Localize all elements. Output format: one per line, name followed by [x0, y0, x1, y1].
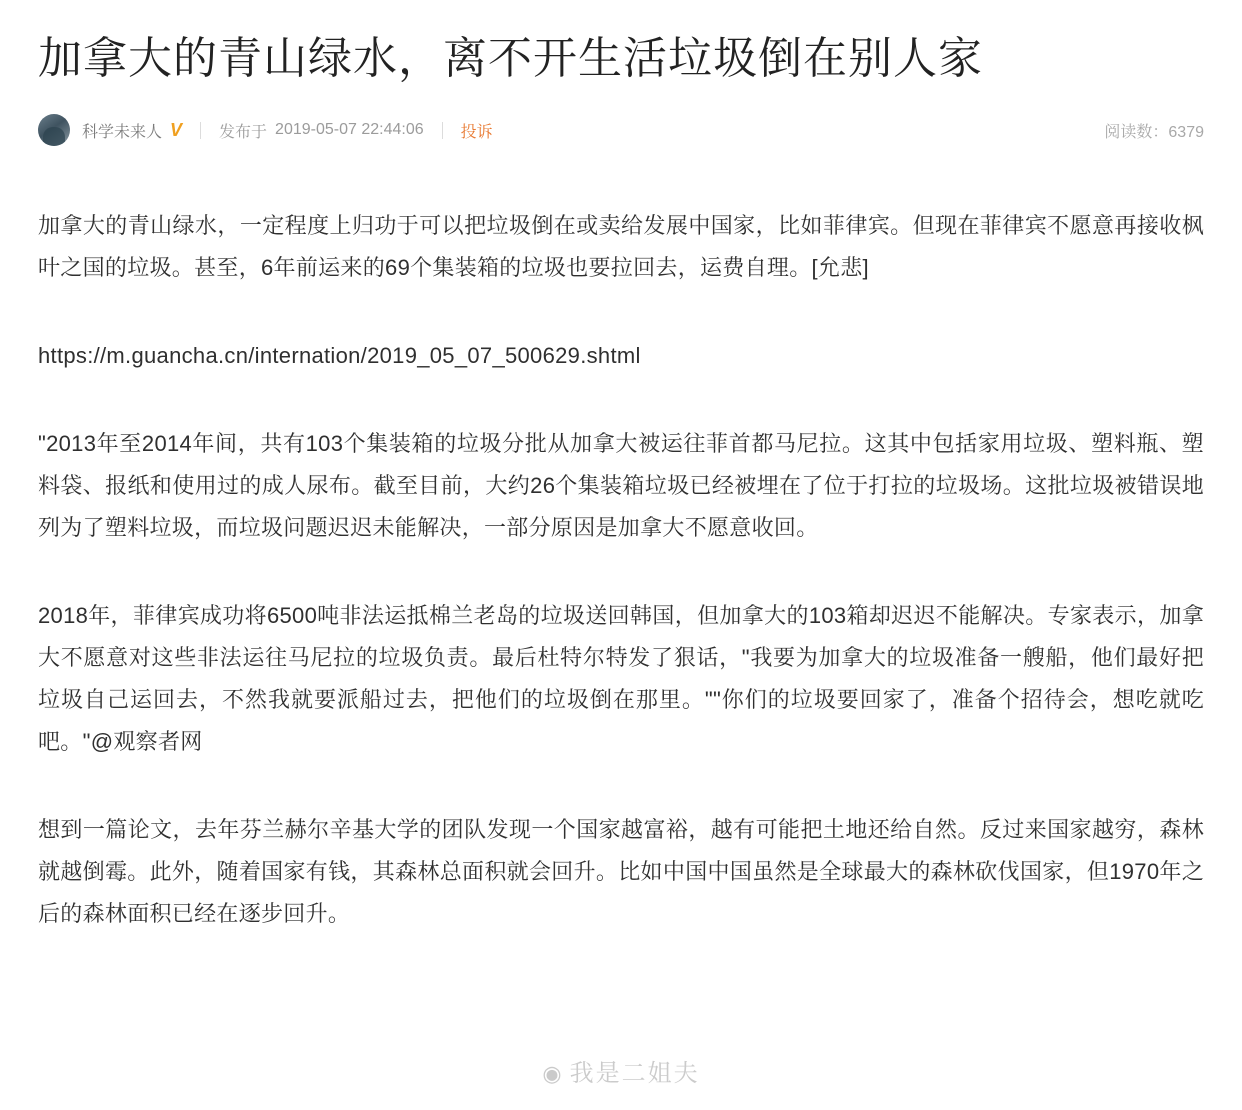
report-link[interactable]: 投诉	[460, 123, 493, 141]
watermark	[0, 1053, 1242, 1088]
avatar[interactable]	[38, 114, 70, 146]
read-count	[1104, 119, 1204, 142]
paragraph: 2018年，菲律宾成功将6500吨非法运抵棉兰老岛的垃圾送回韩国，但加拿大的103箱却迟迟不能解决。专家表示，加拿大不愿意对这些非法运往马尼拉的垃圾负责。最后杜特尔特发了狠话，"我要为加拿大的垃圾准备一艘船，他们最好把垃圾自己运回去，不然我就要派船过去，把他们的垃圾倒在那里。""你们的垃圾要回家了，准备个招待会，想吃就吃吧。"@观察者网	[38, 603, 1204, 755]
paragraph: "2013年至2014年间，共有103个集装箱的垃圾分批从加拿大被运往菲首都马尼拉。这其中包括家用垃圾、塑料瓶、塑料袋、报纸和使用过的成人尿布。截至目前，大约26个集装箱垃圾已经被埋在了位于打拉的垃圾场。这批垃圾被错误地列为了塑料垃圾，而垃圾问题迟迟未能解决，一部分原因是加拿大不愿意收回。	[38, 431, 1204, 541]
paragraph: 想到一篇论文，去年芬兰赫尔辛基大学的团队发现一个国家越富裕，越有可能把土地还给自然。反过来国家越穷，森林就越倒霉。此外，随着国家有钱，其森林总面积就会回升。比如中国中国虽然是全球最大的森林砍伐国家，但1970年之后的森林面积已经在逐步回升。	[38, 817, 1204, 927]
publish-prefix: 发布于	[219, 123, 268, 141]
watermark-text: 我是二姐夫	[569, 1060, 700, 1087]
source-url[interactable]: https://m.guancha.cn/internation/2019_05_07_500629.shtml	[38, 343, 641, 369]
meta-divider-2	[442, 122, 443, 139]
paragraph: 加拿大的青山绿水，一定程度上归功于可以把垃圾倒在或卖给发展中国家，比如菲律宾。但现在菲律宾不愿意再接收枫叶之国的垃圾。甚至，6年前运来的69个集装箱的垃圾也要拉回去，运费自理。[允悲]	[38, 213, 1204, 281]
article-meta	[38, 113, 1204, 147]
article-page	[0, 30, 1242, 1110]
publish-time: 2019-05-07 22:44:06	[275, 121, 424, 139]
verified-badge-icon: V	[170, 120, 183, 141]
read-count-label: 阅读数：	[1104, 123, 1169, 141]
weibo-logo-icon: ◉	[542, 1061, 564, 1086]
article-body	[38, 205, 1204, 935]
page-title: 加拿大的青山绿水，离不开生活垃圾倒在别人家	[38, 34, 983, 83]
meta-divider-1	[200, 122, 201, 139]
read-count-value: 6379	[1168, 123, 1204, 141]
author-name[interactable]: 科学未来人	[82, 123, 163, 141]
